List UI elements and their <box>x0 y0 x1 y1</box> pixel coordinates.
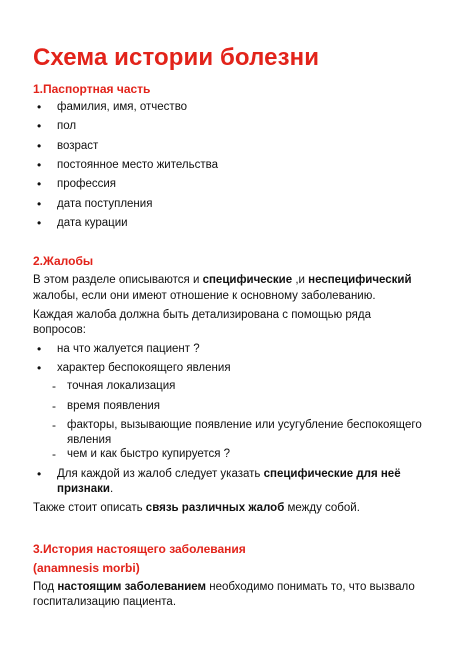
list-item: дата курации <box>57 217 128 229</box>
question-item <box>57 466 401 482</box>
question-item-continued <box>57 481 113 497</box>
intro-bold-nonspecific: неспецифический <box>308 274 412 286</box>
section-1-heading: 1.Паспортная часть <box>33 82 151 96</box>
list-item: фамилия, имя, отчество <box>57 101 188 113</box>
sub-item: чем и как быстро купируется ? <box>67 448 231 460</box>
bullet-icon: • <box>37 100 42 114</box>
sub-item: точная локализация <box>67 380 176 392</box>
list-item: профессия <box>57 178 117 190</box>
section-3-heading: 3.История настоящего заболевания <box>33 542 246 556</box>
bullet-icon: • <box>37 467 42 481</box>
bullet-icon: • <box>37 177 42 191</box>
section-3-text-line-2: госпитализацию пациента. <box>33 596 177 608</box>
question-item: характер беспокоящего явления <box>57 362 231 374</box>
sub-item-continued: явления <box>67 434 112 446</box>
intro-text: ,и <box>292 274 309 286</box>
bullet-icon: • <box>37 139 42 153</box>
bullet-icon: • <box>37 216 42 230</box>
bullet-icon: • <box>37 361 42 375</box>
bullet-icon: • <box>37 342 42 356</box>
s3-text: необходимо понимать то, что вызвало <box>206 581 415 593</box>
s3-bold: настоящим заболеванием <box>57 581 207 593</box>
dash-icon: - <box>52 399 56 413</box>
list-item: возраст <box>57 140 99 152</box>
intro-line-2: жалобы, если они имеют отношение к основному заболеванию. <box>33 290 376 302</box>
also-bold: связь различных жалоб <box>145 502 285 514</box>
dash-icon: - <box>52 447 56 461</box>
q3-bold: специфические для неё <box>263 468 401 480</box>
also-text: между собой. <box>284 502 360 514</box>
q3-text: Для каждой из жалоб следует указать <box>57 468 264 480</box>
bullet-icon: • <box>37 158 42 172</box>
detail-line-2: вопросов: <box>33 324 86 336</box>
s3-text: Под <box>33 581 58 593</box>
list-item: постоянное место жительства <box>57 159 218 171</box>
section-3-text-line-1 <box>33 579 415 595</box>
document-title: Схема истории болезни <box>33 44 320 71</box>
detail-line-1: Каждая жалоба должна быть детализирована с помощью ряда <box>33 309 371 321</box>
intro-text: В этом разделе описываются и <box>33 274 203 286</box>
list-item: пол <box>57 120 77 132</box>
bullet-icon: • <box>37 197 42 211</box>
intro-bold-specific: специфические <box>202 274 293 286</box>
dash-icon: - <box>52 418 56 432</box>
sub-item: время появления <box>67 400 161 412</box>
q3-period: . <box>109 483 114 495</box>
sub-item: факторы, вызывающие появление или усугубление беспокоящего <box>67 419 422 431</box>
section-3-subheading: (anamnesis morbi) <box>33 561 140 575</box>
intro-line-1 <box>33 272 412 288</box>
q3-bold-signs: признаки <box>57 483 110 495</box>
also-text: Также стоит описать <box>33 502 146 514</box>
section-2-heading: 2.Жалобы <box>33 254 94 268</box>
bullet-icon: • <box>37 119 42 133</box>
dash-icon: - <box>52 379 56 393</box>
question-item: на что жалуется пациент ? <box>57 343 200 355</box>
also-line <box>33 500 360 516</box>
list-item: дата поступления <box>57 198 153 210</box>
